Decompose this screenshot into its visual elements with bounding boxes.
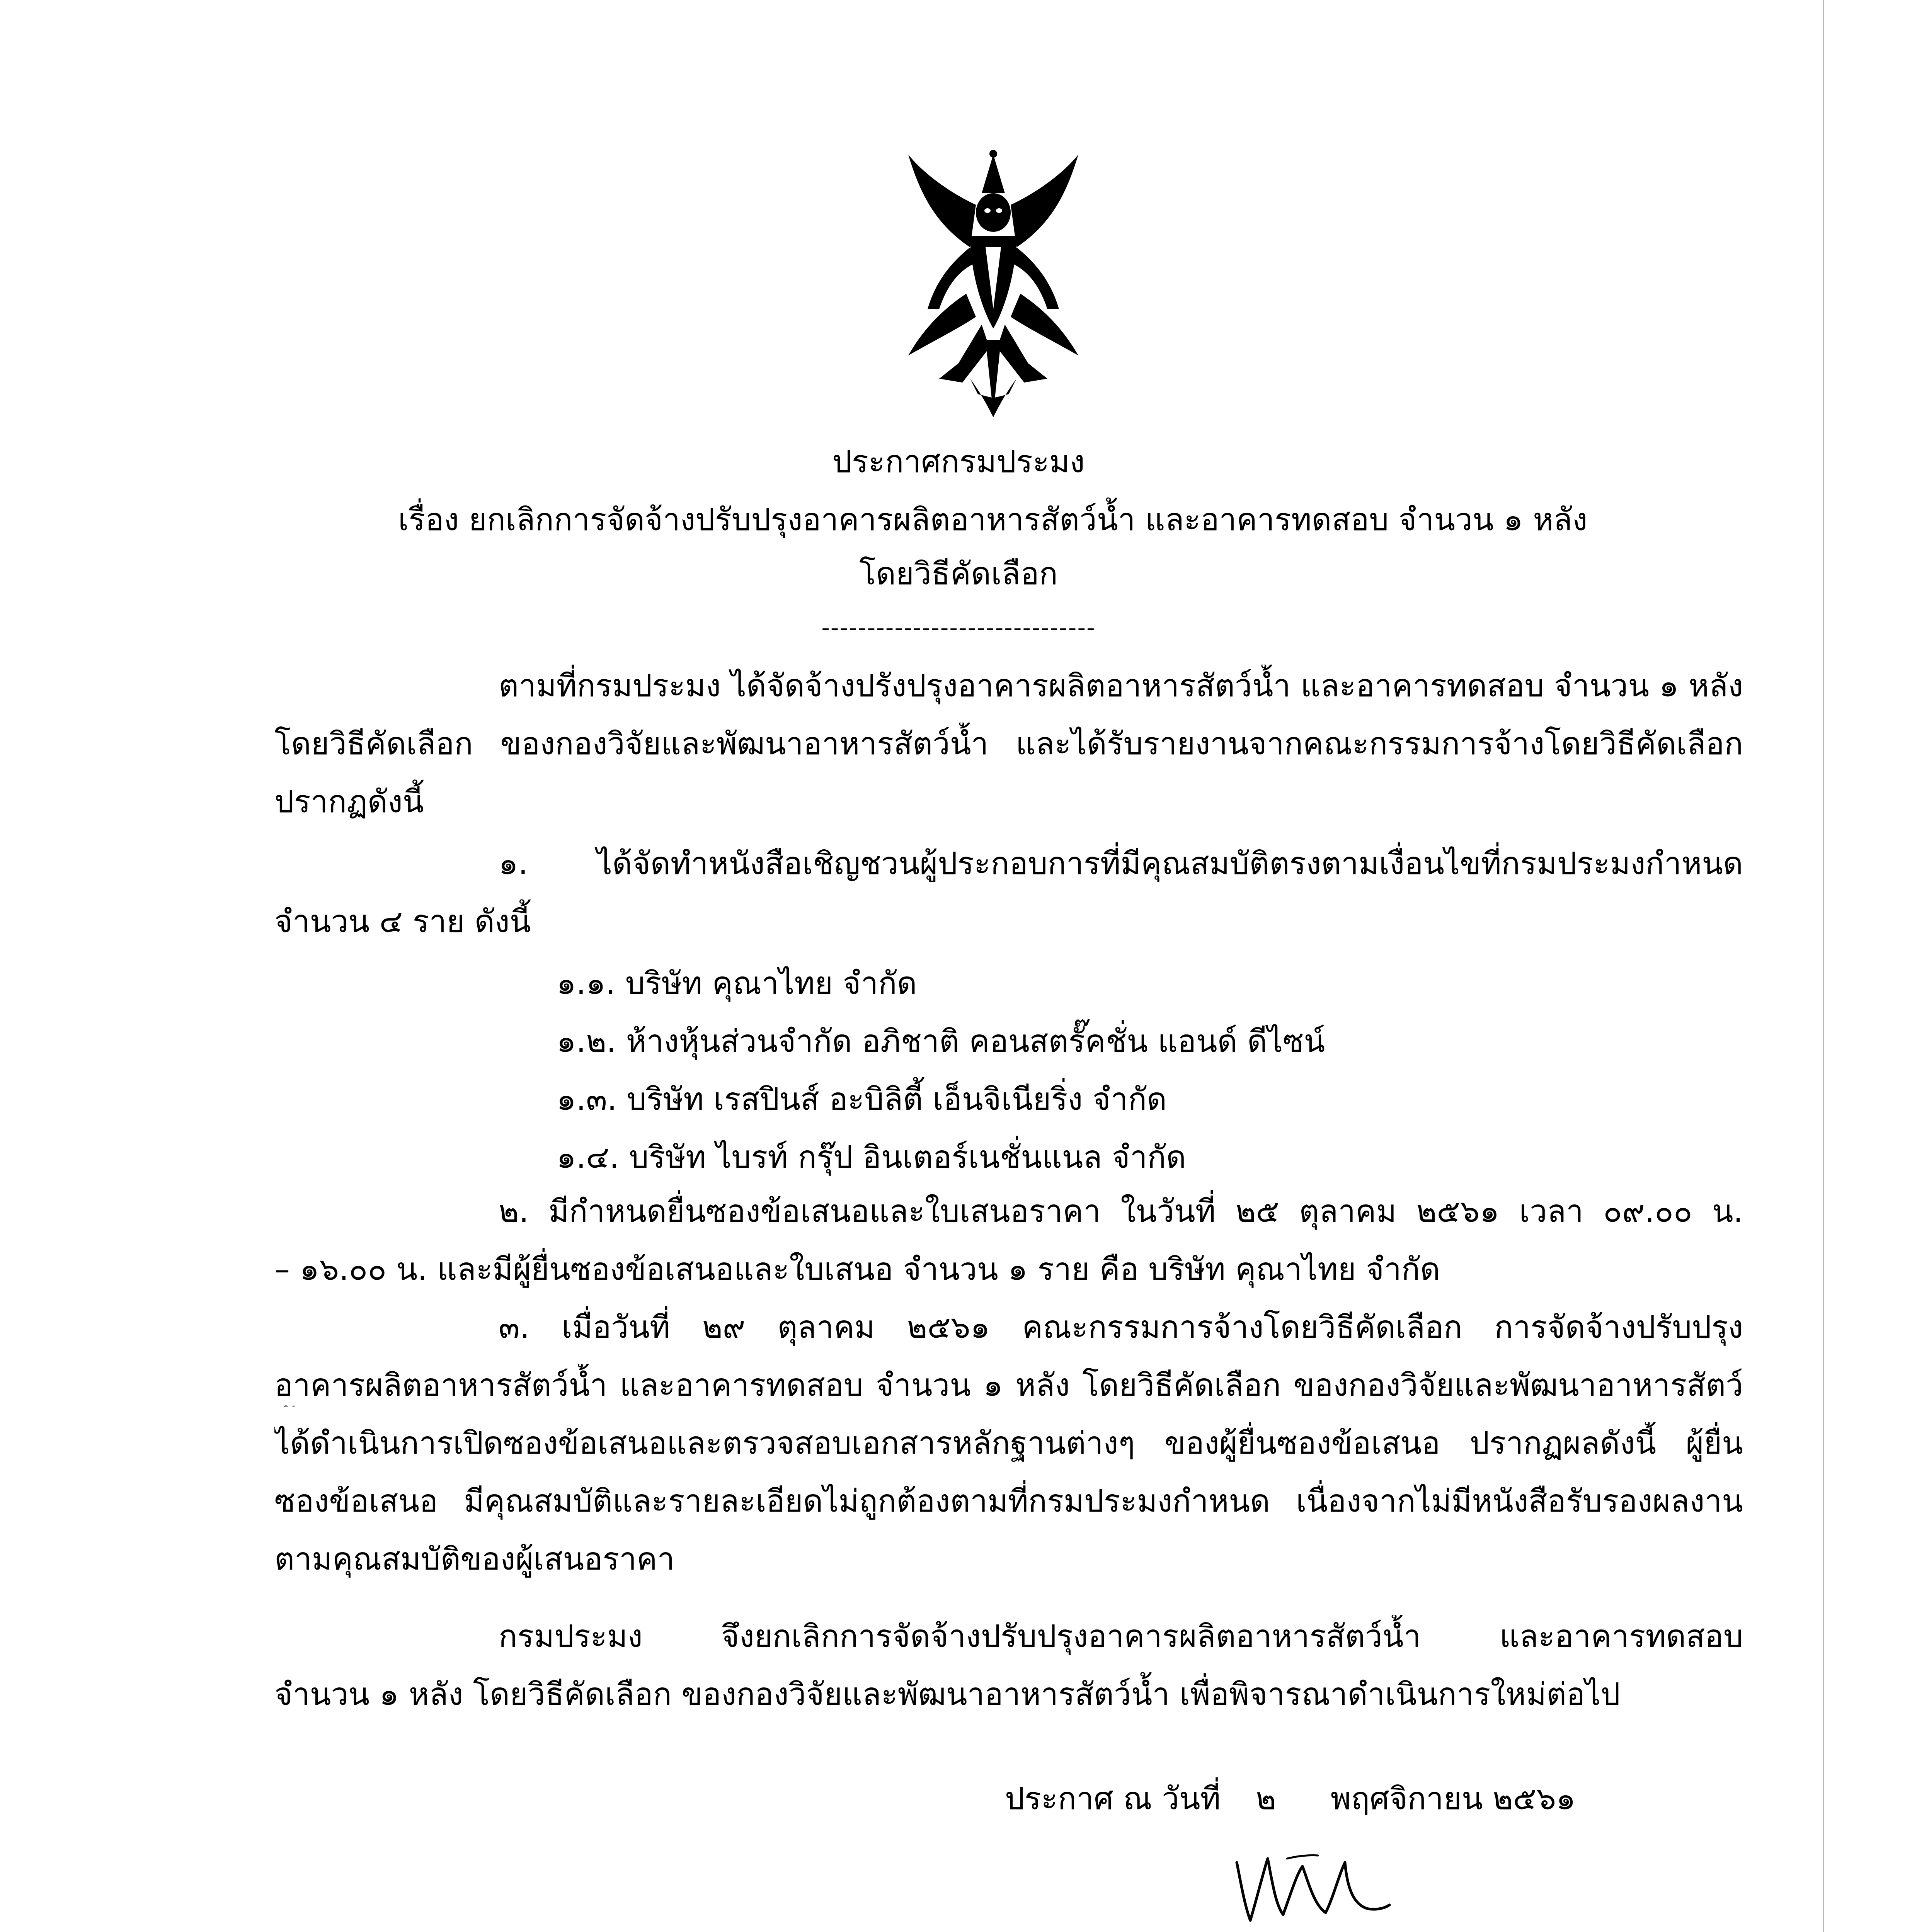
item3-line-2: อาคารผลิตอาหารสัตว์น้ำ และอาคารทดสอบ จำนวน ๑ หลัง โดยวิธีคัดเลือก ของกองวิจัยและพัฒนาอาหารสัตว์ xyxy=(274,1367,1743,1403)
document-title: ประกาศกรมประมง xyxy=(832,444,1085,480)
conclusion-line-1: กรมประมง จึงยกเลิกการจัดจ้างปรับปรุงอาคารผลิตอาหารสัตว์น้ำ และอาคารทดสอบ xyxy=(499,1618,1743,1654)
item1-line-1: ๑. ได้จัดทำหนังสือเชิญชวนผู้ประกอบการที่มีคุณสมบัติตรงตามเงื่อนไขที่กรมประมงกำหนด xyxy=(499,845,1743,881)
conclusion-line-2: จำนวน ๑ หลัง โดยวิธีคัดเลือก ของกองวิจัยและพัฒนาอาหารสัตว์น้ำ เพื่อพิจารณาดำเนินการใหม่ต่อไป xyxy=(274,1676,1621,1712)
company-list-item: ๑.๑. บริษัท คุณาไทย จำกัด xyxy=(557,965,917,1001)
company-list-item: ๑.๔. บริษัท ไบรท์ กรุ๊ป อินเตอร์เนชั่นแนล จำกัด xyxy=(557,1139,1186,1175)
item3-line-4: ซองข้อเสนอ มีคุณสมบัติและรายละเอียดไม่ถูกต้องตามที่กรมประมงกำหนด เนื่องจากไม่มีหนังสือรับรองผลงาน xyxy=(274,1483,1743,1519)
garuda-emblem-icon xyxy=(893,147,1094,425)
announce-date-day: ๒ xyxy=(1256,1781,1276,1816)
item3-line-1: ๓. เมื่อวันที่ ๒๙ ตุลาคม ๒๕๖๑ คณะกรรมการจ้างโดยวิธีคัดเลือก การจัดจ้างปรับปรุง xyxy=(499,1309,1743,1345)
subject-line-2: โดยวิธีคัดเลือก xyxy=(859,556,1058,592)
item2-line-1: ๒. มีกำหนดยื่นซองข้อเสนอและใบเสนอราคา ในวันที่ ๒๕ ตุลาคม ๒๕๖๑ เวลา ๐๙.๐๐ น. xyxy=(499,1193,1743,1229)
company-list-item: ๑.๓. บริษัท เรสปินส์ อะบิลิตี้ เอ็นจิเนียริ่ง จำกัด xyxy=(557,1081,1167,1117)
intro-line-2: โดยวิธีคัดเลือก ของกองวิจัยและพัฒนาอาหารสัตว์น้ำ และได้รับรายงานจากคณะกรรมการจ้างโดยวิธีคัดเลือก xyxy=(274,726,1743,762)
intro-line-3: ปรากฏดังนี้ xyxy=(274,784,424,820)
intro-line-1: ตามที่กรมประมง ได้จัดจ้างปรังปรุงอาคารผลิตอาหารสัตว์น้ำ และอาคารทดสอบ จำนวน ๑ หลัง xyxy=(499,668,1743,704)
item3-line-5: ตามคุณสมบัติของผู้เสนอราคา xyxy=(274,1541,675,1577)
subject-line: เรื่อง ยกเลิกการจัดจ้างปรับปรุงอาคารผลิตอาหารสัตว์น้ำ และอาคารทดสอบ จำนวน ๑ หลัง xyxy=(398,502,1588,537)
announce-date-month-year: พฤศจิกายน ๒๕๖๑ xyxy=(1330,1781,1576,1816)
header-divider: ------------------------------ xyxy=(821,614,1096,641)
page-edge-divider xyxy=(1823,0,1824,1932)
item2-line-2: – ๑๖.๐๐ น. และมีผู้ยื่นซองข้อเสนอและใบเสนอ จำนวน ๑ ราย คือ บริษัท คุณาไทย จำกัด xyxy=(274,1251,1440,1287)
announce-date xyxy=(1005,1777,1576,1820)
item1-line-2: จำนวน ๔ ราย ดังนี้ xyxy=(274,903,531,939)
announce-date-prefix: ประกาศ ณ วันที่ xyxy=(1005,1781,1221,1816)
item3-line-3: ได้ดำเนินการเปิดซองข้อเสนอและตรวจสอบเอกสารหลักฐานต่างๆ ของผู้ยื่นซองข้อเสนอ ปรากฏผลดังนี้ ผู้ยื่น xyxy=(274,1425,1743,1461)
handwritten-signature-icon xyxy=(1229,1847,1391,1932)
company-list-item: ๑.๒. ห้างหุ้นส่วนจำกัด อภิชาติ คอนสตรั๊คชั่น แอนด์ ดีไซน์ xyxy=(557,1023,1325,1059)
